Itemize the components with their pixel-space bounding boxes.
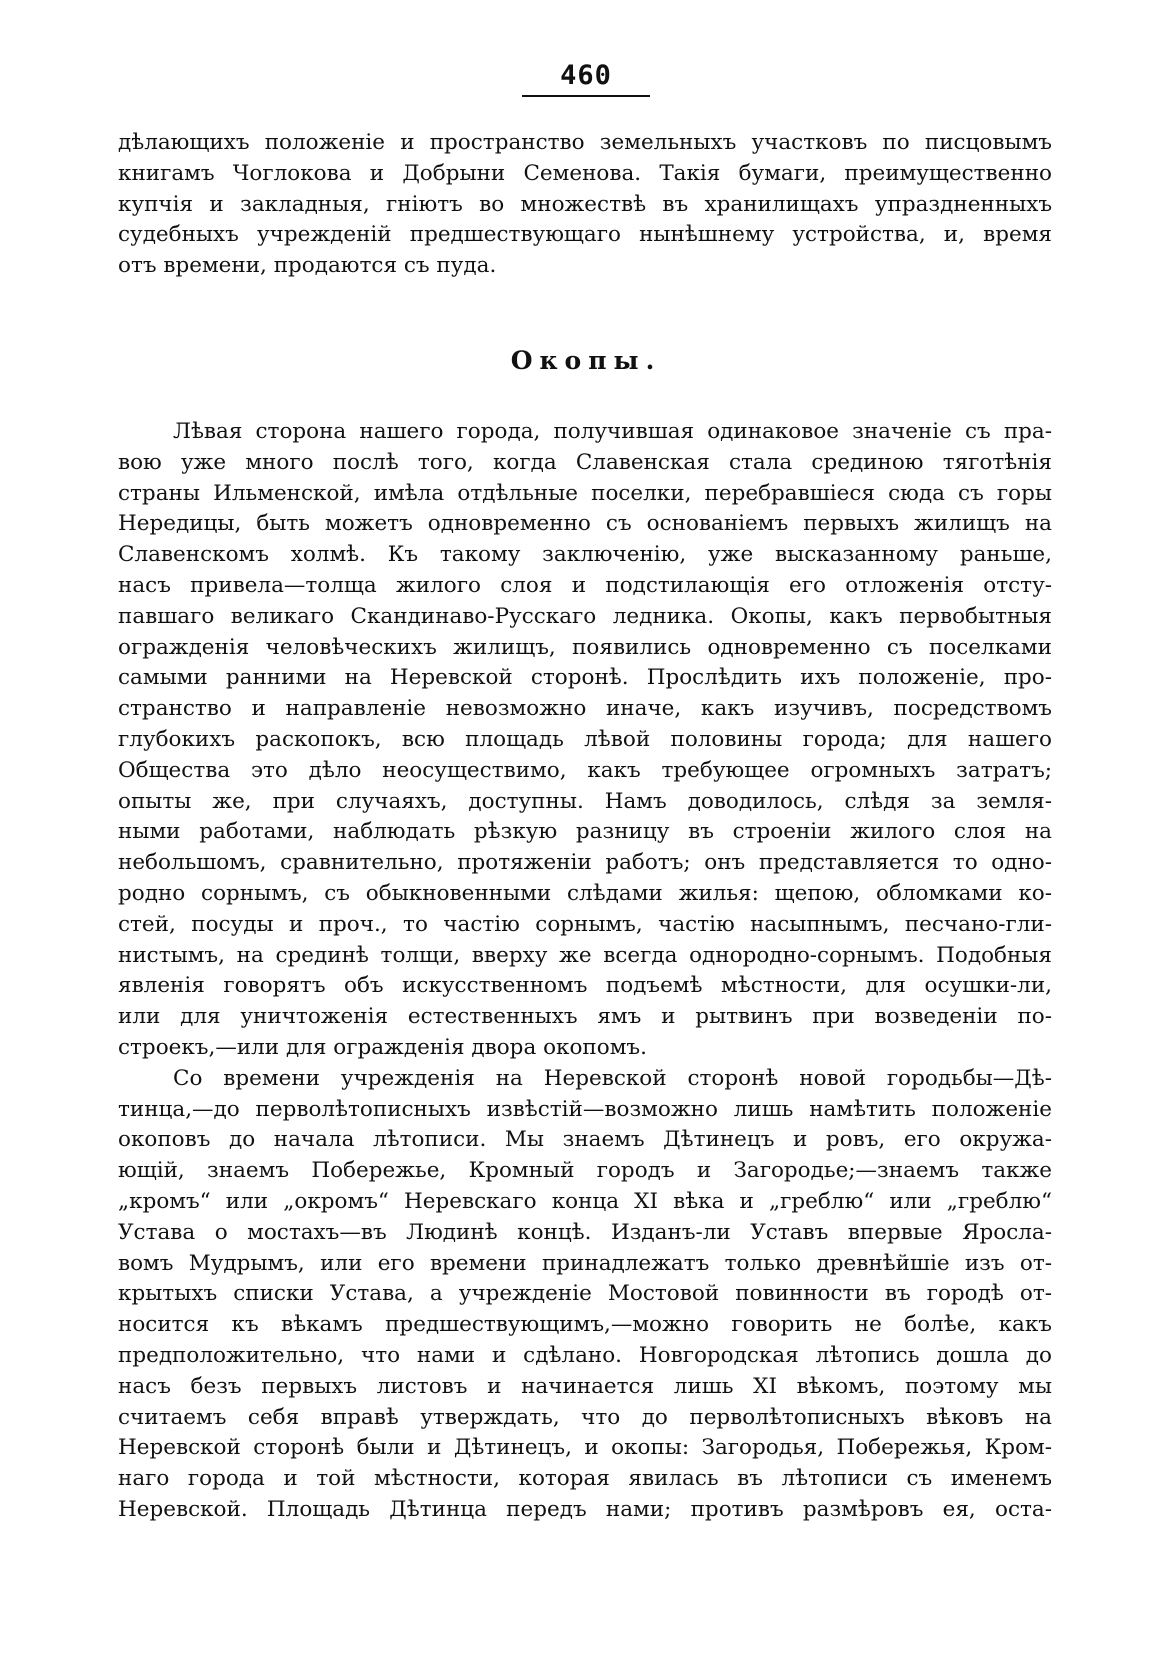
text-line: „кромъ“ или „окромъ“ Неревскаго конца XI вѣка и „греблю“ или „греблю“ xyxy=(118,1188,1052,1214)
text-line: наго города и той мѣстности, которая явилась въ лѣтописи съ именемъ xyxy=(118,1466,1052,1492)
text-line: ющій, знаемъ Побережье, Кромный городъ и Загородье;—знаемъ также xyxy=(118,1158,1052,1184)
text-line: Устава о мостахъ—въ Людинѣ концѣ. Изданъ-ли Уставъ впервые Яросла- xyxy=(118,1219,1052,1245)
text-line: Со времени учрежденія на Неревской сторонѣ новой городьбы—Дѣ- xyxy=(173,1065,1052,1091)
text-line: насъ безъ первыхъ листовъ и начинается лишь XI вѣкомъ, поэтому мы xyxy=(118,1373,1052,1399)
text-line: явленія говорятъ объ искусственномъ подъемѣ мѣстности, для осушки-ли, xyxy=(118,973,1052,999)
text-line: Нередицы, быть можетъ одновременно съ основаніемъ первыхъ жилищъ на xyxy=(118,511,1052,537)
text-line: предположительно, что нами и сдѣлано. Новгородская лѣтопись дошла до xyxy=(118,1342,1052,1368)
page-number: 460 xyxy=(522,60,650,97)
text-line: купчія и закладныя, гніютъ во множествѣ въ хранилищахъ упраздненныхъ xyxy=(118,191,1052,217)
text-line: окоповъ до начала лѣтописи. Мы знаемъ Дѣтинецъ и ровъ, его окружа- xyxy=(118,1127,1052,1153)
text-line: опыты же, при случаяхъ, доступны. Намъ доводилось, слѣдя за земля- xyxy=(118,788,1052,814)
text-line: самыми ранними на Неревской сторонѣ. Прослѣдить ихъ положеніе, про- xyxy=(118,665,1052,691)
text-line: Славенскомъ холмѣ. Къ такому заключенію, уже высказанному раньше, xyxy=(118,542,1052,568)
text-line: страны Ильменской, имѣла отдѣльные поселки, перебравшіеся сюда съ горы xyxy=(118,480,1052,506)
text-line: странство и направленіе невозможно иначе, какъ изучивъ, посредствомъ xyxy=(118,696,1052,722)
text-line: Общества это дѣло неосуществимо, какъ требующее огромныхъ затратъ; xyxy=(118,757,1052,783)
text-line: огражденія человѣческихъ жилищъ, появились одновременно съ поселками xyxy=(118,634,1052,660)
text-line: Неревской. Площадь Дѣтинца передъ нами; противъ размѣровъ ея, оста- xyxy=(118,1496,1052,1522)
text-line: вомъ Мудрымъ, или его времени принадлежатъ только древнѣйшіе изъ от- xyxy=(118,1250,1052,1276)
text-line: носится къ вѣкамъ предшествующимъ,—можно говорить не болѣе, какъ xyxy=(118,1312,1052,1338)
section-body xyxy=(118,417,1052,1526)
continued-paragraph xyxy=(118,128,1052,282)
text-line: считаемъ себя вправѣ утверждать, что до перволѣтописныхъ вѣковъ на xyxy=(118,1404,1052,1430)
text-line: павшаго великаго Скандинаво-Русскаго ледника. Окопы, какъ первобытныя xyxy=(118,603,1052,629)
text-line: насъ привела—толща жилого слоя и подстилающія его отложенія отсту- xyxy=(118,572,1052,598)
text-line: крытыхъ списки Устава, а учрежденіе Мостовой повинности въ городѣ от- xyxy=(118,1281,1052,1307)
text-line: строекъ,—или для огражденія двора окопомъ. xyxy=(118,1034,647,1060)
text-line: тинца,—до перволѣтописныхъ извѣстій—возможно лишь намѣтить положеніе xyxy=(118,1096,1052,1122)
page-header xyxy=(0,60,1172,97)
text-line: нистымъ, на срединѣ толщи, вверху же всегда однородно-сорнымъ. Подобныя xyxy=(118,942,1052,968)
text-line: ными работами, наблюдать рѣзкую разницу въ строеніи жилого слоя на xyxy=(118,819,1052,845)
text-line: книгамъ Чоглокова и Добрыни Семенова. Такія бумаги, преимущественно xyxy=(118,160,1052,186)
text-line: стей, посуды и проч., то частію сорнымъ, частію насыпнымъ, песчано-гли- xyxy=(118,911,1052,937)
text-line: дѣлающихъ положеніе и пространство земельныхъ участковъ по писцовымъ xyxy=(118,130,1052,155)
text-line: судебныхъ учрежденій предшествующаго нынѣшнему устройства, и, время xyxy=(118,222,1052,248)
text-line: небольшомъ, сравнительно, протяженіи работъ; онъ представляется то одно- xyxy=(118,850,1052,876)
text-line: отъ времени, продаются съ пуда. xyxy=(118,253,497,279)
text-line: вою уже много послѣ того, когда Славенская стала срединою тяготѣнія xyxy=(118,449,1052,475)
text-line: Неревской сторонѣ были и Дѣтинецъ, и окопы: Загородья, Побережья, Кром- xyxy=(118,1435,1052,1461)
text-line: или для уничтоженія естественныхъ ямъ и рытвинъ при возведеніи по- xyxy=(118,1004,1052,1030)
text-line: родно сорнымъ, съ обыкновенными слѣдами жилья: щепою, обломками ко- xyxy=(118,880,1052,906)
section-title: Окопы. xyxy=(510,346,662,375)
text-line: Лѣвая сторона нашего города, получившая одинаковое значеніе съ пра- xyxy=(173,419,1052,444)
text-line: глубокихъ раскопокъ, всю площадь лѣвой половины города; для нашего xyxy=(118,726,1052,752)
